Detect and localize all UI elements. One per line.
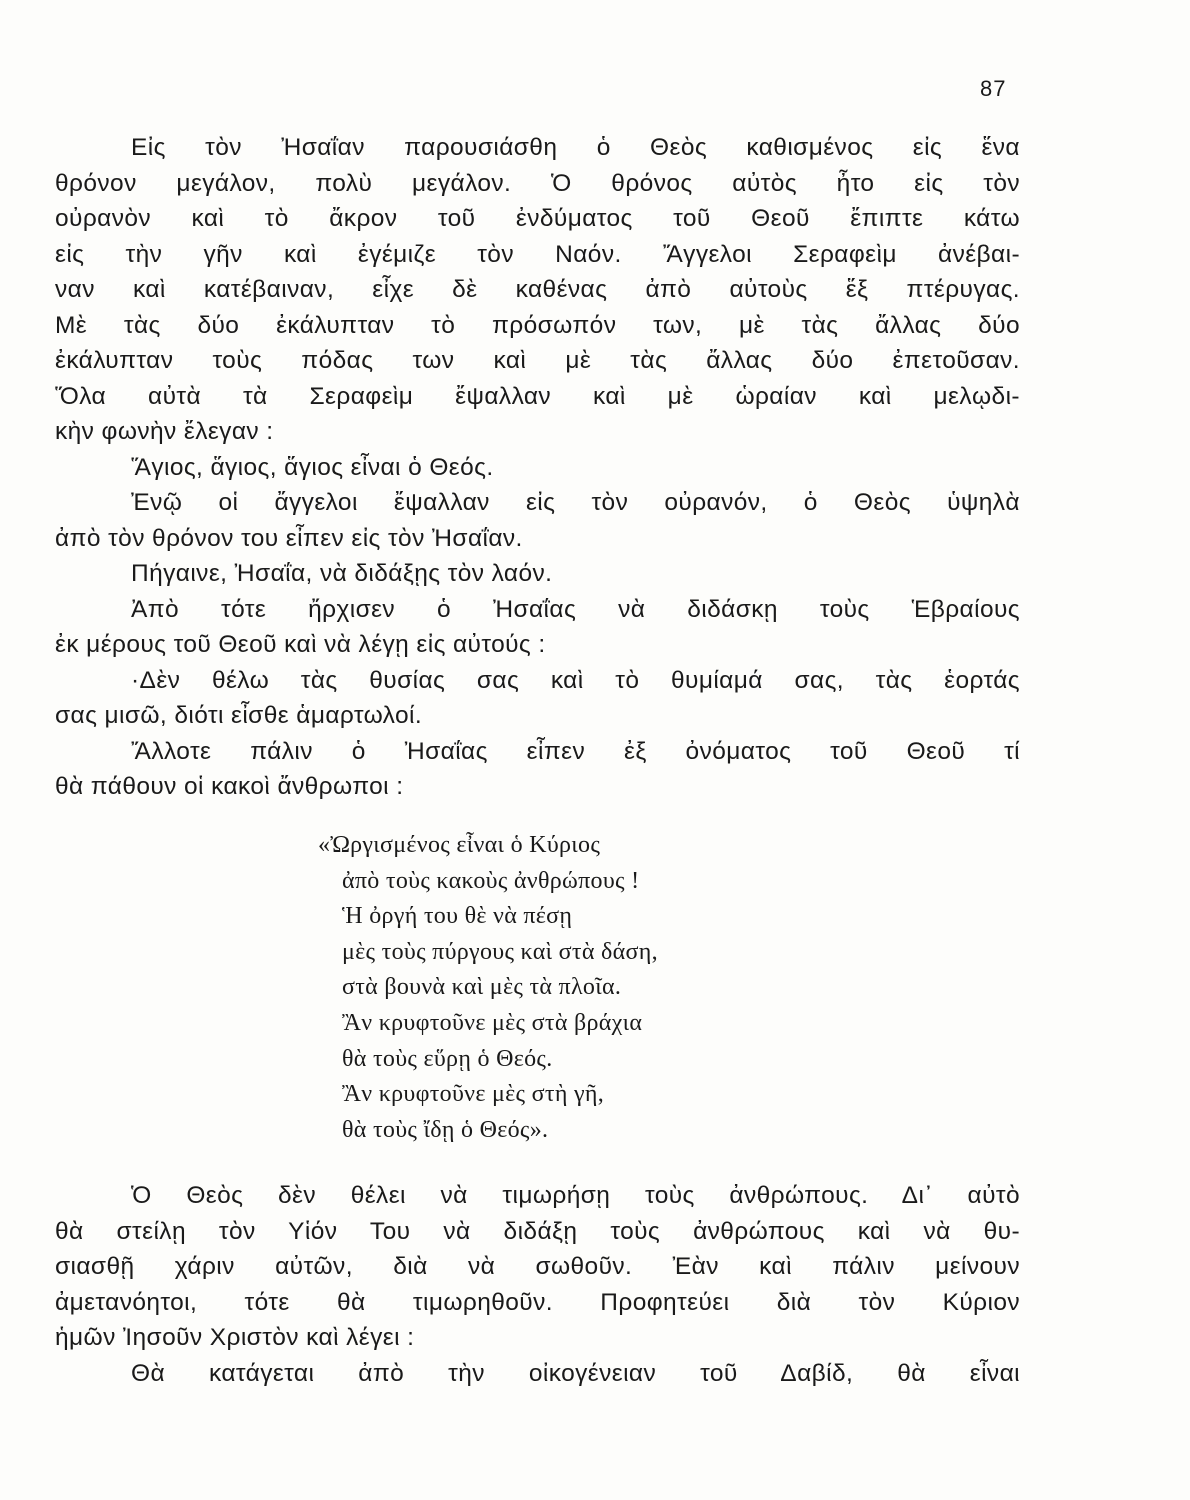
- text-line: σας μισῶ, διότι εἶσθε ἁμαρτωλοί.: [55, 702, 423, 729]
- text-line: ἀμετανόητοι, τότε θὰ τιμωρηθοῦν. Προφητεύει διὰ τὸν Κύριον: [55, 1288, 1020, 1316]
- poem-line: Ἂν κρυφτοῦνε μὲς στὴ γῆ,: [342, 1081, 605, 1108]
- text-line: Πήγαινε, Ἠσαΐα, νὰ διδάξῃς τὸν λαόν.: [131, 560, 553, 587]
- text-line: Ἄλλοτε πάλιν ὁ Ἠσαΐας εἶπεν ἐξ ὀνόματος τοῦ Θεοῦ τί: [131, 737, 1020, 765]
- poem-line: θὰ τοὺς εὕρῃ ὁ Θεός.: [342, 1045, 553, 1072]
- text-line: Ὅλα αὐτὰ τὰ Σεραφεὶμ ἔψαλλαν καὶ μὲ ὡραίαν καὶ μελῳδι-: [55, 382, 1020, 410]
- text-line: Θὰ κατάγεται ἀπὸ τὴν οἰκογένειαν τοῦ Δαβίδ, θὰ εἶναι: [131, 1359, 1020, 1387]
- text-line: Ἀπὸ τότε ἤρχισεν ὁ Ἠσαΐας νὰ διδάσκῃ τοὺς Ἑβραίους: [131, 595, 1020, 623]
- text-line: οὐρανὸν καὶ τὸ ἄκρον τοῦ ἐνδύματος τοῦ Θεοῦ ἔπιπτε κάτω: [55, 205, 1020, 232]
- text-line: ἐκάλυπταν τοὺς πόδας των καὶ μὲ τὰς ἄλλας δύο ἐπετοῦσαν.: [55, 347, 1020, 374]
- text-line: θὰ στείλῃ τὸν Υἱόν Του νὰ διδάξῃ τοὺς ἀνθρώπους καὶ νὰ θυ-: [55, 1217, 1020, 1245]
- prose-bottom: [55, 1178, 1020, 1391]
- text-line: ἡμῶν Ἰησοῦν Χριστὸν καὶ λέγει :: [55, 1324, 415, 1351]
- poem-line: στὰ βουνὰ καὶ μὲς τὰ πλοῖα.: [342, 974, 622, 1001]
- page-number: 87: [980, 76, 1007, 101]
- text-line: Ἐνῷ οἱ ἄγγελοι ἔψαλλαν εἰς τὸν οὐρανόν, ὁ Θεὸς ὑψηλὰ: [131, 489, 1020, 516]
- text-line: Ὁ Θεὸς δὲν θέλει νὰ τιμωρήσῃ τοὺς ἀνθρώπους. Δι᾿ αὐτὸ: [131, 1182, 1020, 1209]
- text-line: εἰς τὴν γῆν καὶ ἐγέμιζε τὸν Ναόν. Ἄγγελοι Σεραφεὶμ ἀνέβαι-: [55, 240, 1020, 268]
- text-line: ναν καὶ κατέβαιναν, εἶχε δὲ καθένας ἀπὸ αὐτοὺς ἕξ πτέρυγας.: [55, 276, 1020, 303]
- text-line: Εἰς τὸν Ἠσαΐαν παρουσιάσθη ὁ Θεὸς καθισμένος εἰς ἕνα: [131, 134, 1020, 161]
- poem-line: Ἂν κρυφτοῦνε μὲς στὰ βράχια: [342, 1009, 643, 1036]
- text-line: Ἅγιος, ἅγιος, ἅγιος εἶναι ὁ Θεός.: [131, 453, 494, 481]
- text-line: σιασθῇ χάριν αὐτῶν, διὰ νὰ σωθοῦν. Ἐὰν καὶ πάλιν μείνουν: [55, 1253, 1020, 1280]
- prose-top: [55, 130, 1020, 805]
- text-line: Μὲ τὰς δύο ἐκάλυπταν τὸ πρόσωπόν των, μὲ τὰς ἄλλας δύο: [55, 311, 1020, 339]
- poem-line: Ἡ ὀργή του θὲ νὰ πέσῃ: [342, 903, 573, 930]
- text-line: θρόνον μεγάλον, πολὺ μεγάλον. Ὁ θρόνος αὐτὸς ἦτο εἰς τὸν: [55, 169, 1020, 197]
- poem-block: [318, 828, 658, 1148]
- poem-line: μὲς τοὺς πύργους καὶ στὰ δάση,: [342, 938, 658, 965]
- text-line: θὰ πάθουν οἱ κακοὶ ἄνθρωποι :: [55, 773, 404, 800]
- poem-line: «Ὠργισμένος εἶναι ὁ Κύριος: [318, 832, 601, 858]
- poem-line: θὰ τοὺς ἴδῃ ὁ Θεός».: [342, 1116, 549, 1143]
- text-line: ἀπὸ τὸν θρόνον του εἶπεν εἰς τὸν Ἠσαΐαν.: [55, 524, 523, 552]
- poem-line: ἀπὸ τοὺς κακοὺς ἀνθρώπους !: [342, 867, 640, 894]
- text-line: ἐκ μέρους τοῦ Θεοῦ καὶ νὰ λέγῃ εἰς αὐτούς :: [55, 631, 546, 658]
- text-line: κὴν φωνὴν ἔλεγαν :: [55, 418, 274, 445]
- text-line: ·Δὲν θέλω τὰς θυσίας σας καὶ τὸ θυμίαμά σας, τὰς ἑορτάς: [131, 666, 1020, 694]
